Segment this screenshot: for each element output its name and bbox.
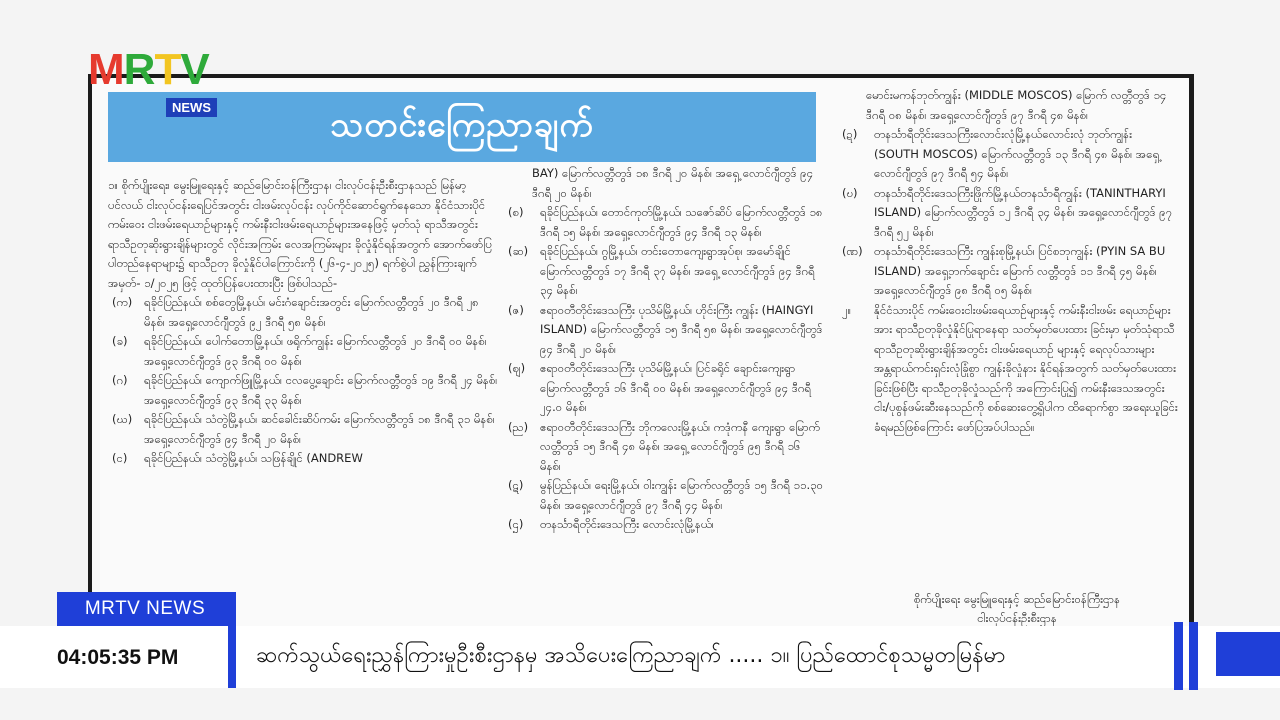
list-item: (ဏ) တနင်္သာရီတိုင်းဒေသကြီး ကျွန်းစုမြို့နယ်၊ ပြင်စဘုကျွန်း (PYIN SA BU ISLAND) အရှေ့ဘက်ချောင်း မြောက် လတ္တီတွဒ် ၁၁ ဒီဂရီ ၄၅ မိနစ်၊ အရှေ့လောင်ဂျီတွဒ် ၉၈ ဒီဂရီ ၀၅ မိနစ်၊ [842, 244, 1166, 297]
document-title: သတင်းကြေညာချက် [108, 92, 816, 162]
signature-department: ငါးလုပ်ငန်းဦးစီးဌာန [977, 611, 1057, 625]
list-item: (ည) ဧရာဝတီတိုင်းဒေသကြီး ဘိုကလေးမြို့နယ်၊ ကဒုံကနီ ကျေးရွာ မြောက်လတ္တီတွဒ် ၁၅ ဒီဂရီ ၄၈ မိနစ်၊ အရှေ့ လောင်ဂျီတွဒ် ၉၅ ဒီဂရီ ၁၆ မိနစ်၊ [508, 419, 821, 473]
list-item: (ဇ) ဧရာဝတီတိုင်းဒေသကြီး ပုသိမ်မြို့နယ်၊ ဟိုင်းကြီး ကျွန်း (HAINGYI ISLAND) မြောက်လတ္တီတွဒ် ၁၅ ဒီဂရီ ၅၈ မိနစ်၊ အရှေ့လောင်ဂျီတွဒ် ၉၄ ဒီဂရီ ၂၀ မိနစ်၊ [508, 302, 823, 356]
list-item: (ဈ) ဧရာဝတီတိုင်းဒေသကြီး ပုသိမ်မြို့နယ်၊ ပြင်ခရိုင် ချောင်းကျေးရွာ မြောက်လတ္တီတွဒ် ၁၆ ဒီဂရီ ၀၀ မိနစ်၊ အရှေ့လောင်ဂျီတွဒ် ၉၄ ဒီဂရီ ၂၄.၀ မိနစ်၊ [508, 361, 812, 414]
list-item: (ခ) ရခိုင်ပြည်နယ်၊ ပေါက်တောမြို့နယ်၊ ဖရိုက်ကျွန်း မြောက်လတ္တီတွဒ် ၂၀ ဒီဂရီ ၀၀ မိနစ်၊ အရှေ့လောင်ဂျီတွဒ် ၉၃ ဒီဂရီ ၀၀ မိနစ်၊ [112, 334, 487, 368]
signature-block [872, 590, 1162, 628]
announcement-document [88, 74, 1194, 634]
ticker-divider [228, 592, 236, 688]
intro-paragraph: ၁။ စိုက်ပျိုးရေး၊ မွေးမြူရေးနှင့် ဆည်မြောင်းဝန်ကြီးဌာန၊ ငါးလုပ်ငန်းဦးစီးဌာနသည် မြန်မာ့ပင်လယ် ငါးလုပ်ငန်းရေပြင်အတွင်း ငါးဖမ်းလုပ်ငန်း လုပ်ကိုင်ဆောင်ရွက်နေသော နိုင်ငံသားပိုင် ကမ်းဝေး ငါးဖမ်းရေယာဉ်များနှင့် ကမ်းနီးငါးဖမ်းရေယာဉ်များအနေဖြင့် မှတ်သုံ ရာသီအတွင်း ရာသီဥတုဆိုးရွားချိန်များတွင် လိုင်းအကြမ်း လေအကြမ်းများ ခိုလှုံနိုင်ရန်အတွက် အောက်ဖော်ပြပါတည်နေရာများ၌ ရာသီဥတု ခိုလှုံနိုင်ပါကြောင်းကို (၂၆-၄-၂၀၂၅) ရက်စွဲပါ ညွှန်ကြားချက်အမှတ်- ၁/၂၀၂၅ ဖြင့် ထုတ်ပြန်ပေးထားပြီး ဖြစ်ပါသည်- [108, 178, 492, 290]
list-item: (စ) ရခိုင်ပြည်နယ်၊ တောင်ကုတ်မြို့နယ်၊ သဇော်ဆိပ် မြောက်လတ္တီတွဒ် ၁၈ ဒီဂရီ ၁၅ မိနစ်၊ အရှေ့လောင်ဂျီတွဒ် ၉၄ ဒီဂရီ ၁၃ မိနစ်၊ [508, 205, 823, 239]
paragraph-2: ၂။ နိုင်ငံသားပိုင် ကမ်းဝေးငါးဖမ်းရေယာဉ်များနှင့် ကမ်းနီးငါးဖမ်း ရေယာဉ်များအား ရာသီဥတုခိုလှုံနိုင်ပြုရာနေရာ သတ်မှတ်ပေးထား ခြင်းမှာ မှတ်သုံရာသီ ရာသီဥတုဆိုးရွားချိန်အတွင်း ငါးဖမ်းရေယာဉ် များနှင့် ရေလုပ်သားများ အန္တရာယ်ကင်းရှင်းလုံခြုံစွာ ကျွန်းခိုလှုံနား နိုင်ရန်အတွက် သတ်မှတ်ပေးထားခြင်းဖြစ်ပြီး ရာသီဥတုခိုလှုံသည်ကို အကြောင်းပြု၍ ကမ်းနီးဒေသအတွင်း ငါး/ပုစွန်ဖမ်းဆီးနေသည်ကို စစ်ဆေးတွေ့ရှိပါက ထိရောက်စွာ အရေးယူခြင်းခံရမည်ဖြစ်ကြောင်း ဖော်ပြအပ်ပါသည်။ [842, 302, 1178, 434]
channel-label: MRTV NEWS [57, 592, 233, 626]
list-item: (က) ရခိုင်ပြည်နယ်၊ စစ်တွေမြို့နယ်၊ မင်းဂံချောင်းအတွင်း မြောက်လတ္တီတွဒ် ၂၀ ဒီဂရီ ၂၈ မိနစ်၊ အရှေ့လောင်ဂျီတွဒ် ၉၂ ဒီဂရီ ၅၈ မိနစ်၊ [112, 295, 479, 329]
logo-brand: MRTV [88, 45, 209, 94]
column-3 [838, 86, 1178, 437]
logo-news-tag: NEWS [166, 98, 217, 117]
news-ticker: ဆက်သွယ်ရေးညွှန်ကြားမှုဦးစီးဌာနမှ အသိပေးကြေညာချက် ..... ၁။ ပြည်ထောင်စုသမ္မတမြန်မာ [256, 643, 1006, 668]
column-2 [504, 164, 824, 535]
ticker-end-block [1216, 632, 1280, 676]
continuation-text: မောင်းမကန်ဘုတ်ကျွန်း (MIDDLE MOSCOS) မြောက် လတ္တီတွဒ် ၁၄ ဒီဂရီ ၀၈ မိနစ်၊ အရှေ့လောင်ဂျီတွဒ် ၉၇ ဒီဂရီ ၄၈ မိနစ်၊ [866, 88, 1167, 122]
list-item: (ဋ) မွန်ပြည်နယ်၊ ရေးမြို့နယ်၊ ဝါးကျွန်း မြောက်လတ္တီတွဒ် ၁၅ ဒီဂရီ ၁၁.၃၀ မိနစ်၊ အရှေ့လောင်ဂျီတွဒ် ၉၇ ဒီဂရီ ၄၄ မိနစ်၊ [508, 478, 824, 512]
signature-ministry: စိုက်ပျိုးရေး မွေးမြူရေးနှင့် ဆည်မြောင်းဝန်ကြီးဌာန [913, 592, 1121, 606]
list-item: (ဃ) ရခိုင်ပြည်နယ်၊ သံတွဲမြို့နယ်၊ ဆင်ခေါင်းဆိပ်ကမ်း မြောက်လတ္တီတွဒ် ၁၈ ဒီဂရီ ၃၁ မိနစ်၊ အရှေ့လောင်ဂျီတွဒ် ၉၄ ဒီဂရီ ၂၀ မိနစ်၊ [112, 412, 495, 446]
list-item: (ဆ) ရခိုင်ပြည်နယ်၊ ဂွမြို့နယ်၊ တင်းတောကျေးရွာအုပ်စု၊ အမော်ချိုင် မြောက်လတ္တီတွဒ် ၁၇ ဒီဂရီ ၃၇ မိနစ်၊ အရှေ့ လောင်ဂျီတွဒ် ၉၄ ဒီဂရီ ၃၄ မိနစ်၊ [508, 244, 815, 297]
list-item: (ဍ) တနင်္သာရီတိုင်းဒေသကြီးလောင်းလုံမြို့နယ်လောင်းလုံ ဘုတ်ကျွန်း (SOUTH MOSCOS) မြောက်လတ္တီတွဒ် ၁၃ ဒီဂရီ ၄၈ မိနစ်၊ အရှေ့လောင်ဂျီတွဒ် ၉၇ ဒီဂရီ ၅၄ မိနစ်၊ [842, 127, 1160, 180]
list-item: (င) ရခိုင်ပြည်နယ်၊ သံတွဲမြို့နယ်၊ သဖြန်ချိုင် (ANDREW [112, 451, 363, 465]
list-item: (ဂ) ရခိုင်ပြည်နယ်၊ ကျောက်ဖြူမြို့နယ်၊ ငလပွေ့ချောင်း မြောက်လတ္တီတွဒ် ၁၉ ဒီဂရီ ၂၄ မိနစ်၊ အရှေ့လောင်ဂျီတွဒ် ၉၃ ဒီဂရီ ၃၃ မိနစ်၊ [112, 373, 498, 407]
column-1 [108, 176, 498, 469]
continuation-text: BAY) မြောက်လတ္တီတွဒ် ၁၈ ဒီဂရီ ၂၀ မိနစ်၊ အရှေ့ လောင်ဂျီတွဒ် ၉၄ ဒီဂရီ ၂၀ မိနစ်၊ [532, 166, 814, 200]
clock: 04:05:35 PM [57, 646, 179, 669]
list-item: (ဎ) တနင်္သာရီတိုင်းဒေသကြီးဖြိုက်မြို့နယ်တနင်္သာရီကျွန်း (TANINTHARYI ISLAND) မြောက်လတ္တီတွဒ် ၁၂ ဒီဂရီ ၃၄ မိနစ်၊ အရှေ့လောင်ဂျီတွဒ် ၉၇ ဒီဂရီ ၅၂ မိနစ်၊ [842, 185, 1173, 239]
list-item: (ဌ) တနင်္သာရီတိုင်းဒေသကြီး လောင်းလုံမြို့နယ်၊ [508, 517, 714, 531]
mrtv-logo [88, 45, 238, 122]
ticker-end-bars [1174, 622, 1198, 690]
